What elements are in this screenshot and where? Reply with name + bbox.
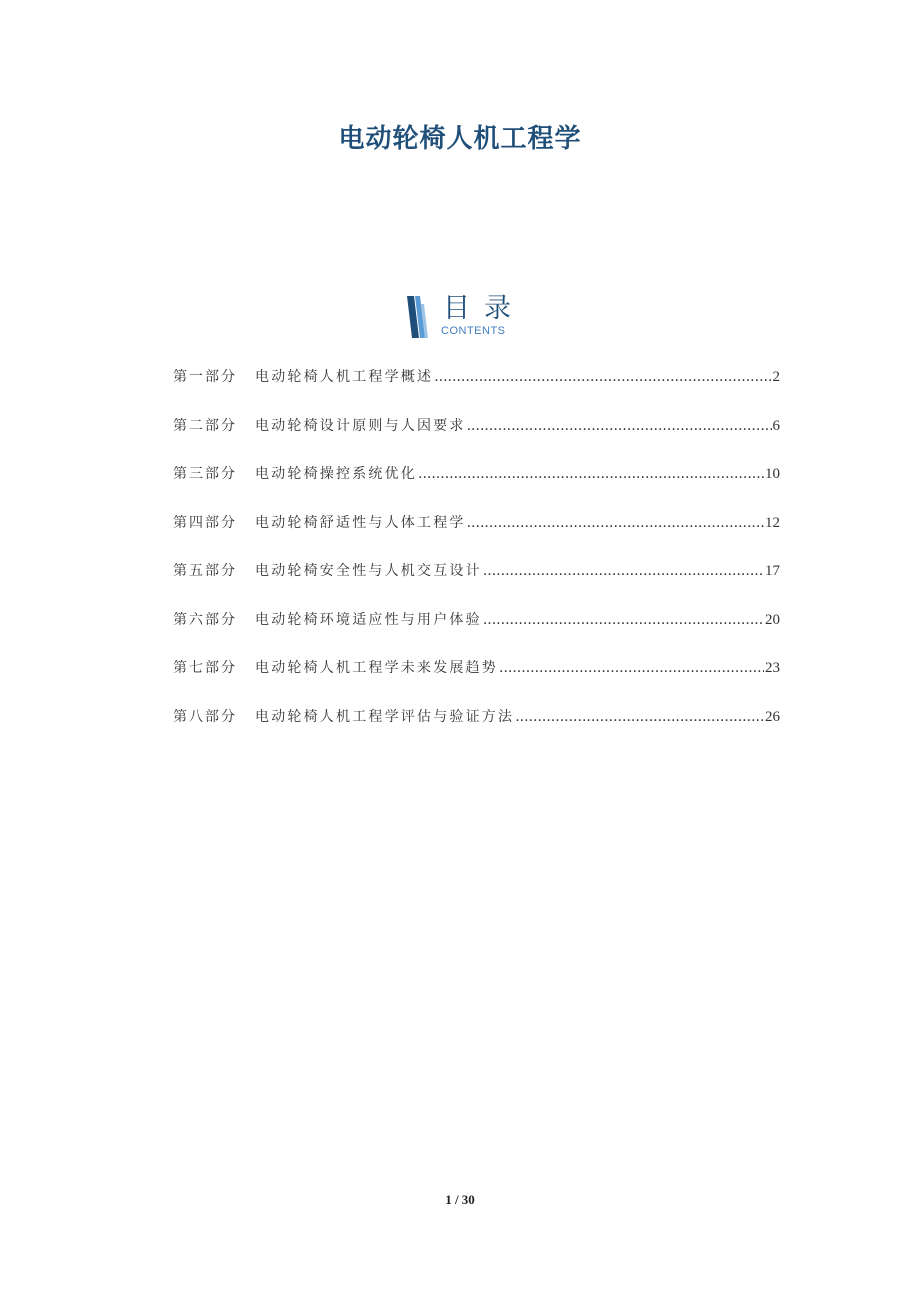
- toc-entry-part: 第六部分: [173, 611, 237, 628]
- toc-entry[interactable]: [173, 366, 780, 415]
- toc-dot-leader: [434, 366, 771, 388]
- page-number-indicator: 1 / 30: [445, 1192, 475, 1207]
- toc-dot-leader: [483, 560, 764, 582]
- toc-entry-part: 第三部分: [173, 466, 237, 482]
- toc-dot-leader: [483, 609, 764, 631]
- toc-entry[interactable]: [173, 657, 780, 706]
- toc-entry-part: 第四部分: [173, 514, 237, 531]
- toc-entry-title: 电动轮椅舒适性与人体工程学: [255, 514, 466, 531]
- toc-entry-page: 10: [765, 466, 780, 482]
- toc-entry[interactable]: [173, 415, 780, 464]
- toc-entry-title: 电动轮椅环境适应性与用户体验: [255, 611, 482, 628]
- toc-entry-page: 23: [765, 660, 780, 676]
- toc-entry-title: 电动轮椅人机工程学评估与验证方法: [255, 708, 515, 725]
- toc-entry-page: 20: [765, 611, 780, 628]
- toc-entry-page: 26: [765, 708, 780, 725]
- toc-entry-part: 第二部分: [173, 417, 237, 434]
- toc-dot-leader: [515, 706, 764, 728]
- toc-dot-leader: [418, 463, 764, 485]
- toc-entry-page: 17: [765, 563, 780, 579]
- toc-heading-subtitle: CONTENTS: [441, 325, 506, 337]
- toc-entry-title: 电动轮椅设计原则与人因要求: [255, 417, 466, 434]
- toc-entry-part: 第七部分: [173, 660, 237, 676]
- toc-entry-title: 电动轮椅人机工程学概述: [255, 369, 434, 385]
- toc-dot-leader: [499, 657, 764, 679]
- toc-entry-part: 第一部分: [173, 369, 237, 385]
- toc-dot-leader: [467, 415, 772, 437]
- toc-dot-leader: [467, 512, 764, 534]
- toc-entry-page: 2: [772, 369, 780, 385]
- toc-entry[interactable]: [173, 560, 780, 609]
- slanted-stripes-logo-icon: [405, 296, 429, 338]
- toc-entry-part: 第八部分: [173, 708, 237, 725]
- toc-entry[interactable]: [173, 463, 780, 512]
- document-title: 电动轮椅人机工程学: [338, 124, 582, 154]
- toc-entry-title: 电动轮椅安全性与人机交互设计: [255, 563, 482, 579]
- toc-entry-page: 6: [772, 417, 780, 434]
- toc-entry-page: 12: [765, 514, 780, 531]
- toc-list: [173, 366, 780, 754]
- toc-entry[interactable]: [173, 512, 780, 561]
- toc-heading: [405, 294, 525, 340]
- toc-heading-title: 目录: [443, 293, 525, 324]
- toc-entry[interactable]: [173, 706, 780, 755]
- toc-entry-title: 电动轮椅操控系统优化: [255, 466, 417, 482]
- toc-entry-title: 电动轮椅人机工程学未来发展趋势: [255, 660, 498, 676]
- toc-entry[interactable]: [173, 609, 780, 658]
- toc-entry-part: 第五部分: [173, 563, 237, 579]
